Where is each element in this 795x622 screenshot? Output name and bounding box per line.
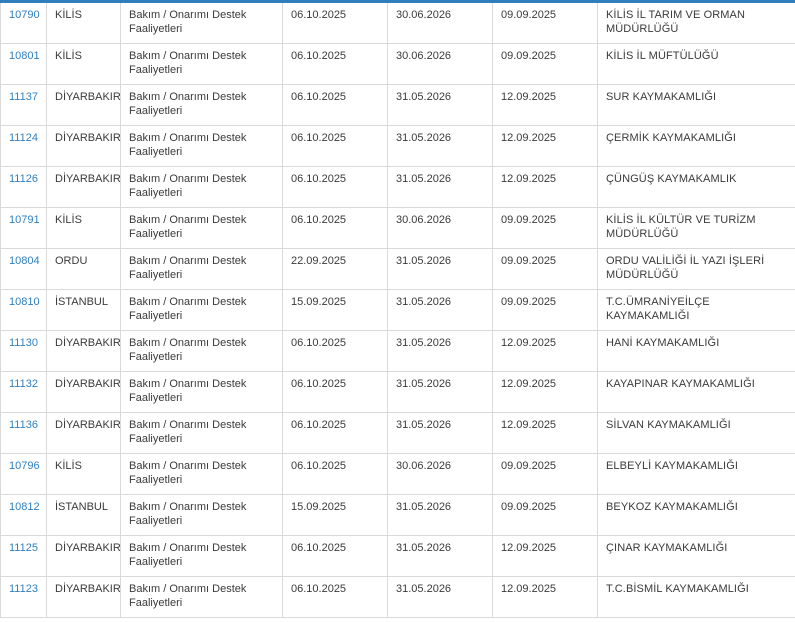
cell-type: Bakım / Onarımı Destek Faaliyetleri [121,208,283,249]
cell-end-date: 31.05.2026 [388,249,493,290]
cell-type: Bakım / Onarımı Destek Faaliyetleri [121,44,283,85]
table-row [1,495,795,536]
cell-city: KİLİS [47,44,121,85]
cell-city: DİYARBAKIR [47,167,121,208]
cell-end-date: 31.05.2026 [388,495,493,536]
cell-announce-date: 09.09.2025 [493,44,598,85]
cell-announce-date: 09.09.2025 [493,249,598,290]
record-id-link[interactable]: 10812 [9,501,40,513]
cell-organization: ORDU VALİLİĞİ İL YAZI İŞLERİ MÜDÜRLÜĞÜ [598,249,795,290]
cell-announce-date: 09.09.2025 [493,495,598,536]
cell-announce-date: 12.09.2025 [493,167,598,208]
cell-organization: T.C.ÜMRANİYEİLÇE KAYMAKAMLIĞI [598,290,795,331]
cell-announce-date: 12.09.2025 [493,536,598,577]
record-id-link[interactable]: 11137 [9,91,38,103]
cell-city: DİYARBAKIR [47,577,121,618]
cell-start-date: 06.10.2025 [283,167,388,208]
cell-type: Bakım / Onarımı Destek Faaliyetleri [121,167,283,208]
cell-start-date: 06.10.2025 [283,3,388,44]
record-id-link[interactable]: 11136 [9,419,38,431]
cell-type: Bakım / Onarımı Destek Faaliyetleri [121,577,283,618]
listings-table-body [1,3,795,618]
cell-start-date: 06.10.2025 [283,372,388,413]
table-row [1,331,795,372]
cell-start-date: 06.10.2025 [283,331,388,372]
cell-end-date: 30.06.2026 [388,3,493,44]
cell-organization: SUR KAYMAKAMLIĞI [598,85,795,126]
cell-organization: SİLVAN KAYMAKAMLIĞI [598,413,795,454]
record-id-link[interactable]: 11132 [9,378,38,390]
cell-type: Bakım / Onarımı Destek Faaliyetleri [121,454,283,495]
cell-id [1,3,47,44]
cell-end-date: 31.05.2026 [388,577,493,618]
cell-organization: BEYKOZ KAYMAKAMLIĞI [598,495,795,536]
cell-city: DİYARBAKIR [47,85,121,126]
cell-start-date: 06.10.2025 [283,208,388,249]
cell-end-date: 30.06.2026 [388,44,493,85]
cell-announce-date: 12.09.2025 [493,372,598,413]
cell-start-date: 06.10.2025 [283,85,388,126]
table-row [1,167,795,208]
cell-start-date: 06.10.2025 [283,44,388,85]
record-id-link[interactable]: 11125 [9,542,38,554]
cell-id [1,372,47,413]
cell-end-date: 30.06.2026 [388,208,493,249]
cell-start-date: 15.09.2025 [283,495,388,536]
cell-end-date: 31.05.2026 [388,331,493,372]
cell-announce-date: 12.09.2025 [493,577,598,618]
cell-end-date: 31.05.2026 [388,372,493,413]
cell-type: Bakım / Onarımı Destek Faaliyetleri [121,536,283,577]
cell-id [1,577,47,618]
record-id-link[interactable]: 11124 [9,132,38,144]
table-row [1,372,795,413]
cell-type: Bakım / Onarımı Destek Faaliyetleri [121,290,283,331]
record-id-link[interactable]: 10804 [9,255,40,267]
cell-id [1,208,47,249]
record-id-link[interactable]: 10801 [9,50,40,62]
cell-organization: HANİ KAYMAKAMLIĞI [598,331,795,372]
cell-announce-date: 12.09.2025 [493,413,598,454]
record-id-link[interactable]: 11130 [9,337,38,349]
cell-organization: ELBEYLİ KAYMAKAMLIĞI [598,454,795,495]
cell-id [1,126,47,167]
record-id-link[interactable]: 10791 [9,214,40,226]
cell-city: KİLİS [47,208,121,249]
cell-start-date: 06.10.2025 [283,577,388,618]
cell-end-date: 31.05.2026 [388,413,493,454]
cell-city: KİLİS [47,3,121,44]
cell-city: İSTANBUL [47,290,121,331]
cell-announce-date: 09.09.2025 [493,290,598,331]
cell-announce-date: 09.09.2025 [493,454,598,495]
cell-city: DİYARBAKIR [47,372,121,413]
cell-city: DİYARBAKIR [47,413,121,454]
cell-type: Bakım / Onarımı Destek Faaliyetleri [121,126,283,167]
table-row [1,454,795,495]
cell-type: Bakım / Onarımı Destek Faaliyetleri [121,495,283,536]
record-id-link[interactable]: 11126 [9,173,38,185]
cell-city: ORDU [47,249,121,290]
cell-id [1,454,47,495]
record-id-link[interactable]: 10790 [9,9,40,21]
cell-end-date: 31.05.2026 [388,290,493,331]
table-row [1,249,795,290]
cell-end-date: 30.06.2026 [388,454,493,495]
cell-id [1,413,47,454]
cell-type: Bakım / Onarımı Destek Faaliyetleri [121,3,283,44]
table-row [1,44,795,85]
cell-city: DİYARBAKIR [47,331,121,372]
cell-start-date: 15.09.2025 [283,290,388,331]
cell-end-date: 31.05.2026 [388,126,493,167]
cell-announce-date: 12.09.2025 [493,331,598,372]
record-id-link[interactable]: 11123 [9,583,38,595]
cell-organization: ÇERMİK KAYMAKAMLIĞI [598,126,795,167]
cell-announce-date: 09.09.2025 [493,208,598,249]
cell-start-date: 06.10.2025 [283,126,388,167]
cell-organization: ÇINAR KAYMAKAMLIĞI [598,536,795,577]
cell-end-date: 31.05.2026 [388,85,493,126]
cell-announce-date: 09.09.2025 [493,3,598,44]
cell-type: Bakım / Onarımı Destek Faaliyetleri [121,249,283,290]
cell-id [1,331,47,372]
cell-id [1,167,47,208]
cell-city: İSTANBUL [47,495,121,536]
cell-organization: KİLİS İL KÜLTÜR VE TURİZM MÜDÜRLÜĞÜ [598,208,795,249]
record-id-link[interactable]: 10796 [9,460,40,472]
listings-table [0,3,795,618]
cell-id [1,44,47,85]
cell-city: DİYARBAKIR [47,126,121,167]
cell-organization: ÇÜNGÜŞ KAYMAKAMLIK [598,167,795,208]
table-row [1,85,795,126]
cell-type: Bakım / Onarımı Destek Faaliyetleri [121,413,283,454]
table-row [1,536,795,577]
cell-type: Bakım / Onarımı Destek Faaliyetleri [121,85,283,126]
record-id-link[interactable]: 10810 [9,296,40,308]
table-row [1,3,795,44]
cell-start-date: 06.10.2025 [283,454,388,495]
cell-city: DİYARBAKIR [47,536,121,577]
cell-organization: T.C.BİSMİL KAYMAKAMLIĞI [598,577,795,618]
cell-announce-date: 12.09.2025 [493,85,598,126]
cell-id [1,290,47,331]
cell-start-date: 06.10.2025 [283,413,388,454]
cell-organization: KAYAPINAR KAYMAKAMLIĞI [598,372,795,413]
table-row [1,208,795,249]
cell-id [1,536,47,577]
cell-id [1,495,47,536]
cell-city: KİLİS [47,454,121,495]
table-row [1,577,795,618]
cell-type: Bakım / Onarımı Destek Faaliyetleri [121,331,283,372]
cell-type: Bakım / Onarımı Destek Faaliyetleri [121,372,283,413]
cell-organization: KİLİS İL TARIM VE ORMAN MÜDÜRLÜĞÜ [598,3,795,44]
cell-start-date: 06.10.2025 [283,536,388,577]
cell-id [1,85,47,126]
table-row [1,413,795,454]
cell-organization: KİLİS İL MÜFTÜLÜĞÜ [598,44,795,85]
table-row [1,290,795,331]
cell-end-date: 31.05.2026 [388,167,493,208]
table-row [1,126,795,167]
cell-announce-date: 12.09.2025 [493,126,598,167]
cell-end-date: 31.05.2026 [388,536,493,577]
cell-start-date: 22.09.2025 [283,249,388,290]
cell-id [1,249,47,290]
